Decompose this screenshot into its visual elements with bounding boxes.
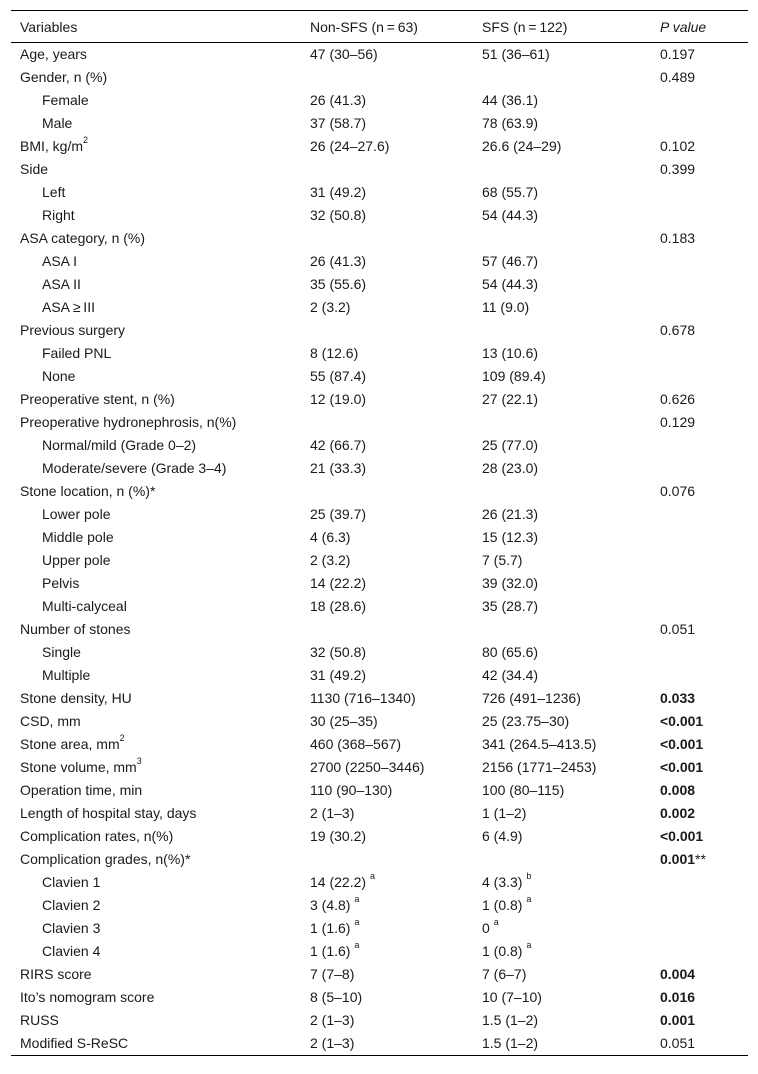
table-row	[11, 135, 748, 158]
row-label: Age, years	[20, 46, 87, 63]
table-row	[11, 342, 748, 365]
p-value: 0.183	[660, 230, 696, 246]
p-value: 0.002	[660, 805, 696, 821]
table-row	[11, 273, 748, 296]
sfs-value: 54 (44.3)	[482, 207, 539, 223]
p-footnote-marker: **	[695, 851, 706, 867]
table-row	[11, 296, 748, 319]
row-label: Clavien 1	[42, 874, 101, 890]
table-row	[11, 963, 748, 986]
non-sfs-value: 460 (368–567)	[310, 736, 402, 752]
non-sfs-value: 55 (87.4)	[310, 368, 367, 384]
non-sfs-value: 12 (19.0)	[310, 391, 367, 407]
row-label: Male	[42, 115, 73, 131]
row-label: Moderate/severe (Grade 3–4)	[42, 460, 227, 476]
p-value: 0.016	[660, 989, 696, 1005]
table-row	[11, 503, 748, 526]
row-label: Left	[42, 184, 66, 200]
non-sfs-value: 21 (33.3)	[310, 460, 367, 476]
non-sfs-value: 2 (1–3)	[310, 1012, 355, 1028]
baseline-characteristics-table	[11, 10, 748, 1056]
row-label: RUSS	[20, 1012, 59, 1028]
non-sfs-value: 2 (3.2)	[310, 299, 351, 315]
table-row	[11, 43, 748, 66]
row-label: Failed PNL	[42, 345, 112, 361]
p-value: 0.051	[651, 1032, 748, 1056]
sfs-value: 11 (9.0)	[482, 299, 530, 315]
table-row	[11, 457, 748, 480]
table-row	[11, 917, 748, 940]
row-label: Clavien 4	[42, 943, 101, 959]
row-label: Number of stones	[20, 621, 131, 637]
non-sfs-value: 26 (41.3)	[310, 92, 367, 108]
table-row	[11, 687, 748, 710]
non-sfs-value: 18 (28.6)	[310, 598, 367, 614]
table-row	[11, 434, 748, 457]
sfs-value: 726 (491–1236)	[482, 690, 581, 706]
sfs-value: 13 (10.6)	[482, 345, 539, 361]
row-label: ASA category, n (%)	[20, 230, 146, 246]
non-sfs-value: 14 (22.2)	[310, 575, 367, 591]
sfs-value: 80 (65.6)	[482, 644, 539, 660]
non-sfs-value: 2 (1–3)	[310, 805, 355, 821]
row-label: Complication grades, n(%)*	[20, 851, 191, 867]
non-sfs-value: 19 (30.2)	[310, 828, 367, 844]
row-label: Clavien 2	[42, 897, 101, 913]
table-row	[11, 940, 748, 963]
sfs-value: 341 (264.5–413.5)	[482, 736, 597, 752]
header-p-value: P value	[651, 11, 748, 43]
non-sfs-value: 8 (12.6)	[310, 345, 359, 361]
p-value: <0.001	[660, 736, 704, 752]
sfs-value: 10 (7–10)	[482, 989, 542, 1005]
p-value: 0.129	[660, 414, 696, 430]
table-row	[11, 641, 748, 664]
sfs-value: 44 (36.1)	[482, 92, 539, 108]
row-label: Multi-calyceal	[42, 598, 127, 614]
non-sfs-value: 37 (58.7)	[310, 115, 367, 131]
sfs-value: 15 (12.3)	[482, 529, 539, 545]
row-label: ASA II	[42, 276, 81, 292]
p-value: <0.001	[660, 713, 704, 729]
p-value: <0.001	[660, 759, 704, 775]
non-sfs-value: 32 (50.8)	[310, 207, 367, 223]
non-sfs-value: 31 (49.2)	[310, 184, 367, 200]
row-label: Complication rates, n(%)	[20, 828, 174, 844]
p-value: 0.008	[660, 782, 696, 798]
non-sfs-value: 110 (90–130)	[310, 782, 393, 798]
sfs-value: 109 (89.4)	[482, 368, 546, 384]
non-sfs-value: 30 (25–35)	[310, 713, 378, 729]
table-row	[11, 618, 748, 641]
sfs-value: 0 $^a$	[482, 917, 499, 936]
row-label: Pelvis	[42, 575, 80, 591]
row-label: Normal/mild (Grade 0–2)	[42, 437, 197, 453]
table-row	[11, 802, 748, 825]
sfs-value: 7 (5.7)	[482, 552, 523, 568]
superscript: 3	[136, 756, 142, 766]
header-variables: Variables	[11, 11, 301, 43]
row-label: Stone volume, $mm^3$	[20, 756, 142, 775]
row-label: Previous surgery	[20, 322, 126, 338]
non-sfs-value: 32 (50.8)	[310, 644, 367, 660]
row-label: None	[42, 368, 76, 384]
superscript: a	[354, 917, 360, 927]
row-label: Ito’s nomogram score	[20, 989, 155, 1005]
sfs-value: 54 (44.3)	[482, 276, 539, 292]
sfs-value: 1.5 (1–2)	[482, 1012, 539, 1028]
row-label: Stone density, HU	[20, 690, 132, 706]
table-row	[11, 89, 748, 112]
table-row	[11, 181, 748, 204]
sfs-value: 1.5 (1–2)	[473, 1032, 651, 1056]
p-value: 0.004	[660, 966, 696, 982]
table-row	[11, 250, 748, 273]
non-sfs-value: 7 (7–8)	[310, 966, 355, 982]
row-label: CSD, mm	[20, 713, 81, 729]
row-label: Upper pole	[42, 552, 111, 568]
table-row	[11, 365, 748, 388]
p-value: 0.001	[660, 1012, 696, 1028]
table-row	[11, 411, 748, 434]
sfs-value: 35 (28.7)	[482, 598, 539, 614]
row-label: Side	[20, 161, 49, 177]
row-label: RIRS score	[20, 966, 92, 982]
non-sfs-value: 26 (24–27.6)	[310, 138, 390, 154]
table-row	[11, 779, 748, 802]
row-label: Stone area, $mm^2$	[20, 733, 125, 752]
table-row	[11, 825, 748, 848]
table-row	[11, 871, 748, 894]
table-row	[11, 1009, 748, 1032]
table-row	[11, 595, 748, 618]
superscript: a	[369, 871, 375, 881]
sfs-value: 27 (22.1)	[482, 391, 539, 407]
sfs-value: 28 (23.0)	[482, 460, 539, 476]
p-value: 0.197	[660, 46, 696, 63]
table-row	[11, 388, 748, 411]
table-container	[11, 10, 748, 1056]
table-row	[11, 319, 748, 342]
p-value: 0.399	[660, 161, 696, 177]
superscript: b	[526, 871, 532, 881]
non-sfs-value: 31 (49.2)	[310, 667, 367, 683]
table-row	[11, 526, 748, 549]
p-value: 0.489	[660, 69, 696, 85]
table-row	[11, 848, 748, 871]
table-row	[11, 204, 748, 227]
p-value: 0.001**	[660, 851, 706, 867]
row-label: Modified S-ReSC	[11, 1032, 301, 1056]
non-sfs-value: 25 (39.7)	[310, 506, 367, 522]
p-value: 0.051	[660, 621, 696, 637]
table-row	[11, 986, 748, 1009]
sfs-value: 1 (0.8) $^a$	[482, 940, 532, 959]
row-label: Lower pole	[42, 506, 111, 522]
non-sfs-value: 1 (1.6) $^a$	[310, 940, 360, 959]
sfs-value: 100 (80–115)	[482, 782, 565, 798]
header-non-sfs: Non-SFS (n = 63)	[301, 11, 473, 43]
row-label: ASA ≥ III	[42, 299, 95, 315]
sfs-value: 1 (0.8) $^a$	[482, 894, 532, 913]
header-row	[11, 11, 748, 43]
superscript: a	[354, 940, 360, 950]
row-label: BMI, $kg/m^2$	[20, 135, 89, 154]
non-sfs-value: 1 (1.6) $^a$	[310, 917, 360, 936]
row-label: Gender, n (%)	[20, 69, 108, 85]
row-label: Operation time, min	[20, 782, 143, 798]
table-row	[11, 549, 748, 572]
table-row	[11, 112, 748, 135]
superscript: a	[526, 894, 532, 904]
row-label: Right	[42, 207, 75, 223]
sfs-value: 4 (3.3) $^b$	[482, 871, 532, 890]
non-sfs-value: 8 (5–10)	[310, 989, 363, 1005]
non-sfs-value: 14 (22.2) $^a$	[310, 871, 375, 890]
row-label: Single	[42, 644, 81, 660]
superscript: a	[354, 894, 360, 904]
table-row	[11, 756, 748, 779]
table-row	[11, 572, 748, 595]
sfs-value: 26 (21.3)	[482, 506, 539, 522]
table-row	[11, 664, 748, 687]
sfs-value: 2156 (1771–2453)	[482, 759, 597, 775]
non-sfs-value: 2 (1–3)	[301, 1032, 473, 1056]
p-value: 0.678	[660, 322, 696, 338]
table-row	[11, 158, 748, 181]
superscript: 2	[83, 135, 89, 145]
row-label: Preoperative hydronephrosis, n(%)	[20, 414, 237, 430]
sfs-value: 25 (23.75–30)	[482, 713, 570, 729]
row-label: Middle pole	[42, 529, 114, 545]
sfs-value: 1 (1–2)	[482, 805, 527, 821]
sfs-value: 39 (32.0)	[482, 575, 539, 591]
row-label: Multiple	[42, 667, 91, 683]
sfs-value: 51 (36–61)	[482, 46, 550, 63]
table-row	[11, 1032, 748, 1056]
table-row	[11, 733, 748, 756]
non-sfs-value: 2 (3.2)	[310, 552, 351, 568]
sfs-value: 57 (46.7)	[482, 253, 539, 269]
row-label: Female	[42, 92, 89, 108]
non-sfs-value: 42 (66.7)	[310, 437, 367, 453]
non-sfs-value: 26 (41.3)	[310, 253, 367, 269]
superscript: a	[526, 940, 532, 950]
row-label: Stone location, n (%)*	[20, 483, 156, 499]
superscript: a	[493, 917, 499, 927]
row-label: Preoperative stent, n (%)	[20, 391, 175, 407]
sfs-value: 68 (55.7)	[482, 184, 539, 200]
p-value: <0.001	[660, 828, 704, 844]
sfs-value: 7 (6–7)	[482, 966, 527, 982]
table-row	[11, 894, 748, 917]
superscript: 2	[119, 733, 125, 743]
non-sfs-value: 4 (6.3)	[310, 529, 351, 545]
sfs-value: 26.6 (24–29)	[482, 138, 562, 154]
non-sfs-value: 47 (30–56)	[310, 46, 378, 63]
sfs-value: 25 (77.0)	[482, 437, 539, 453]
non-sfs-value: 3 (4.8) $^a$	[310, 894, 360, 913]
p-value: 0.102	[660, 138, 696, 154]
non-sfs-value: 35 (55.6)	[310, 276, 367, 292]
sfs-value: 6 (4.9)	[482, 828, 523, 844]
row-label: Length of hospital stay, days	[20, 805, 197, 821]
p-value: 0.626	[660, 391, 696, 407]
sfs-value: 42 (34.4)	[482, 667, 539, 683]
table-row	[11, 66, 748, 89]
p-value: 0.076	[660, 483, 696, 499]
table-row	[11, 710, 748, 733]
table-row	[11, 227, 748, 250]
sfs-value: 78 (63.9)	[482, 115, 539, 131]
non-sfs-value: 2700 (2250–3446)	[310, 759, 425, 775]
row-label: Clavien 3	[42, 920, 101, 936]
non-sfs-value: 1130 (716–1340)	[310, 690, 416, 706]
table-row	[11, 480, 748, 503]
p-value: 0.033	[660, 690, 696, 706]
header-sfs: SFS (n = 122)	[473, 11, 651, 43]
row-label: ASA I	[42, 253, 78, 269]
